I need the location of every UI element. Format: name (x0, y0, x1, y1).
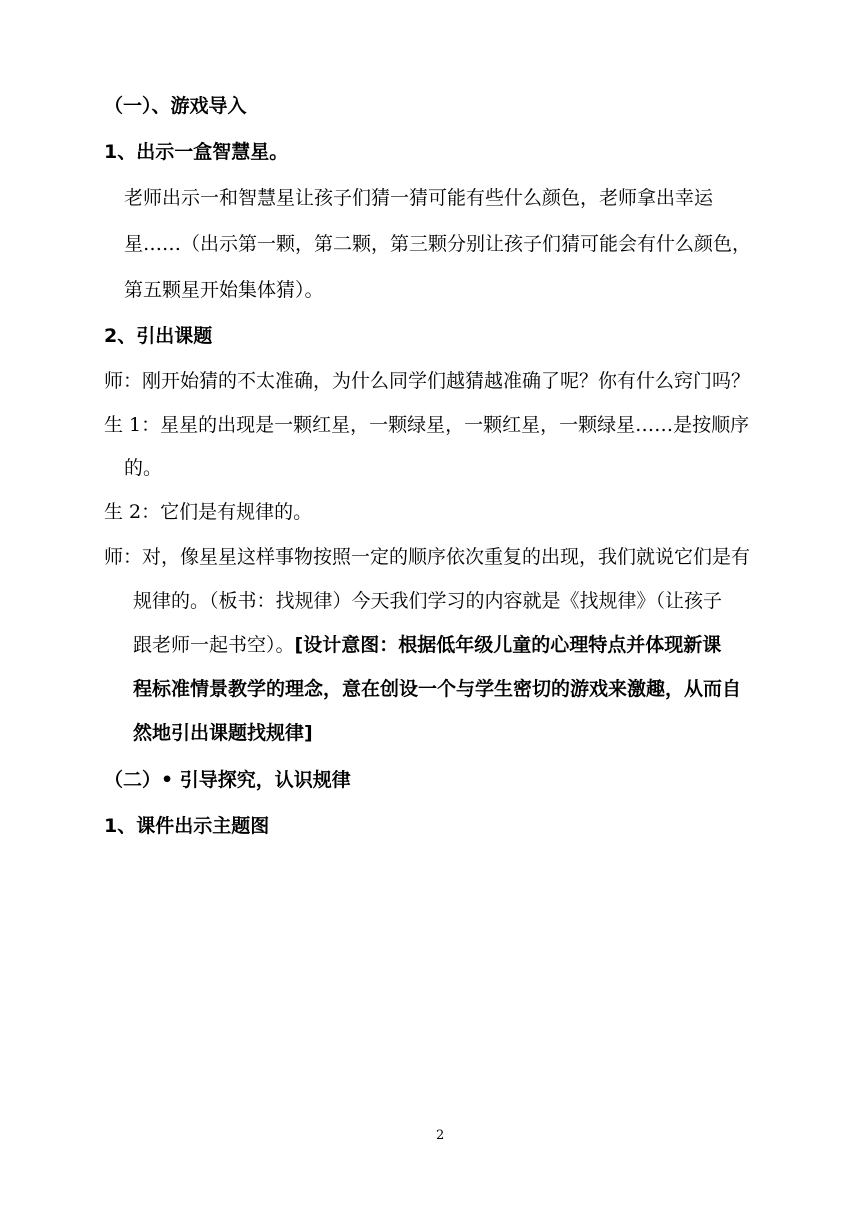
teacher-answer: 师：对，像星星这样事物按照一定的顺序依次重复的出现，我们就说它们是有 (104, 546, 751, 568)
teacher-question: 师：刚开始猜的不太准确，为什么同学们越猜越准确了呢？你有什么窍门吗？ (104, 370, 751, 392)
page-number: 2 (436, 1128, 445, 1143)
paragraph-line: 星……（出示第一颗，第二颗，第三颗分别让孩子们猜可能会有什么颜色， (124, 233, 752, 255)
design-intent-note: [设计意图：根据低年级儿童的心理特点并体现新课 (294, 634, 722, 656)
section-heading-game-intro: （一）、游戏导入 (104, 95, 247, 117)
item-heading-show-theme-picture: 1、课件出示主题图 (104, 815, 270, 837)
item-heading-introduce-topic: 2、引出课题 (104, 325, 213, 347)
teacher-answer-continued: 规律的。（板书：找规律）今天我们学习的内容就是《找规律》（让孩子 (133, 590, 723, 612)
student-1-answer-continued: 的。 (124, 457, 163, 479)
teacher-answer-continued (133, 633, 721, 657)
item-heading-show-stars: 1、出示一盒智慧星。 (104, 141, 289, 163)
student-2-answer: 生 2：它们是有规律的。 (104, 501, 313, 523)
section-heading-guided-exploration: （二）• 引导探究，认识规律 (104, 769, 351, 791)
design-intent-note-continued: 然地引出课题找规律] (133, 722, 313, 744)
paragraph-line: 第五颗星开始集体猜）。 (124, 279, 324, 301)
teacher-answer-text: 跟老师一起书空）。 (133, 634, 295, 656)
student-1-answer: 生 1：星星的出现是一颗红星，一颗绿星，一颗红星，一颗绿星……是按顺序 (104, 414, 750, 436)
paragraph-line: 老师出示一和智慧星让孩子们猜一猜可能有些什么颜色，老师拿出幸运 (124, 187, 714, 209)
design-intent-note-continued: 程标准情景教学的理念，意在创设一个与学生密切的游戏来激趣，从而自 (133, 678, 742, 700)
